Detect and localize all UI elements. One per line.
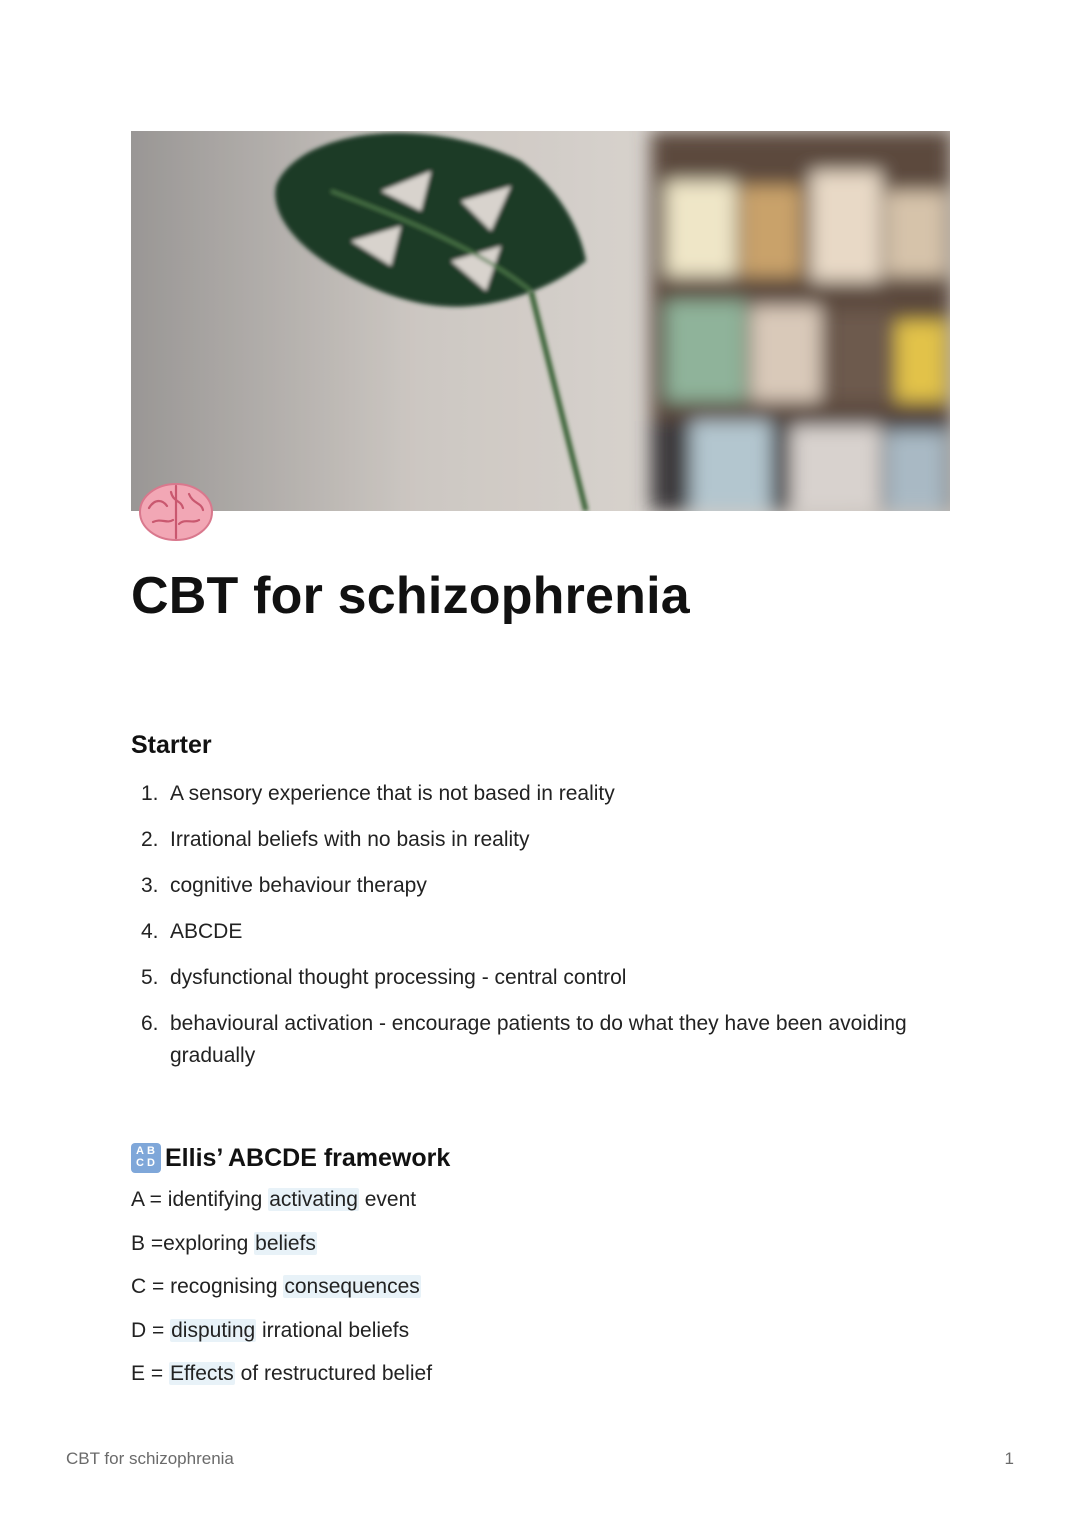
row-prefix: B =exploring xyxy=(131,1231,255,1255)
list-number: 5. xyxy=(141,966,159,989)
list-number: 4. xyxy=(141,920,159,943)
cover-image xyxy=(131,131,950,511)
row-suffix: of restructured belief xyxy=(234,1362,433,1385)
cover-photo xyxy=(131,131,950,511)
ellis-section xyxy=(131,1143,951,1403)
list-number: 2. xyxy=(141,828,159,851)
list-number: 6. xyxy=(141,1012,159,1035)
list-text: behavioural activation - encourage patients to do what they have been avoiding gradually xyxy=(170,1012,907,1067)
starter-heading: Starter xyxy=(131,731,212,759)
list-text: ABCDE xyxy=(170,920,243,943)
list-item xyxy=(131,824,951,856)
abcde-row-c xyxy=(131,1272,951,1302)
row-suffix: event xyxy=(358,1188,417,1211)
starter-section xyxy=(131,731,951,1086)
row-suffix: irrational beliefs xyxy=(256,1318,410,1342)
list-number: 3. xyxy=(141,874,159,897)
page-title: CBT for schizophrenia xyxy=(131,567,690,625)
list-text: dysfunctional thought processing - central control xyxy=(170,966,627,989)
list-text: Irrational beliefs with no basis in reality xyxy=(170,828,530,851)
list-item xyxy=(131,916,951,948)
row-prefix: A = identifying xyxy=(131,1188,269,1211)
highlighted-term: Effects xyxy=(169,1362,234,1385)
list-item xyxy=(131,962,951,994)
list-text: A sensory experience that is not based in reality xyxy=(170,782,615,805)
abcd-input-icon: A B C D xyxy=(131,1143,161,1173)
abcde-row-a xyxy=(131,1185,951,1215)
highlighted-term: beliefs xyxy=(255,1231,316,1255)
abcde-list xyxy=(131,1185,951,1389)
footer-doc-title: CBT for schizophrenia xyxy=(66,1449,234,1468)
highlighted-term: disputing xyxy=(171,1318,256,1342)
highlighted-term: activating xyxy=(269,1188,358,1211)
highlighted-term: consequences xyxy=(284,1275,420,1298)
ellis-heading: Ellis’ ABCDE framework xyxy=(165,1143,451,1172)
list-item xyxy=(131,778,951,810)
list-item xyxy=(131,1008,951,1072)
abcde-row-d xyxy=(131,1316,951,1346)
list-item xyxy=(131,870,951,902)
starter-list xyxy=(131,778,951,1072)
ellis-heading-row xyxy=(131,1143,951,1173)
row-prefix: E = xyxy=(131,1362,169,1385)
row-prefix: D = xyxy=(131,1318,171,1342)
list-text: cognitive behaviour therapy xyxy=(170,874,427,897)
list-number: 1. xyxy=(141,782,159,805)
abcde-row-b xyxy=(131,1229,951,1259)
abcde-row-e xyxy=(131,1359,951,1389)
footer-page-number: 1 xyxy=(1004,1449,1014,1468)
row-prefix: C = recognising xyxy=(131,1275,284,1298)
brain-icon xyxy=(137,478,215,544)
